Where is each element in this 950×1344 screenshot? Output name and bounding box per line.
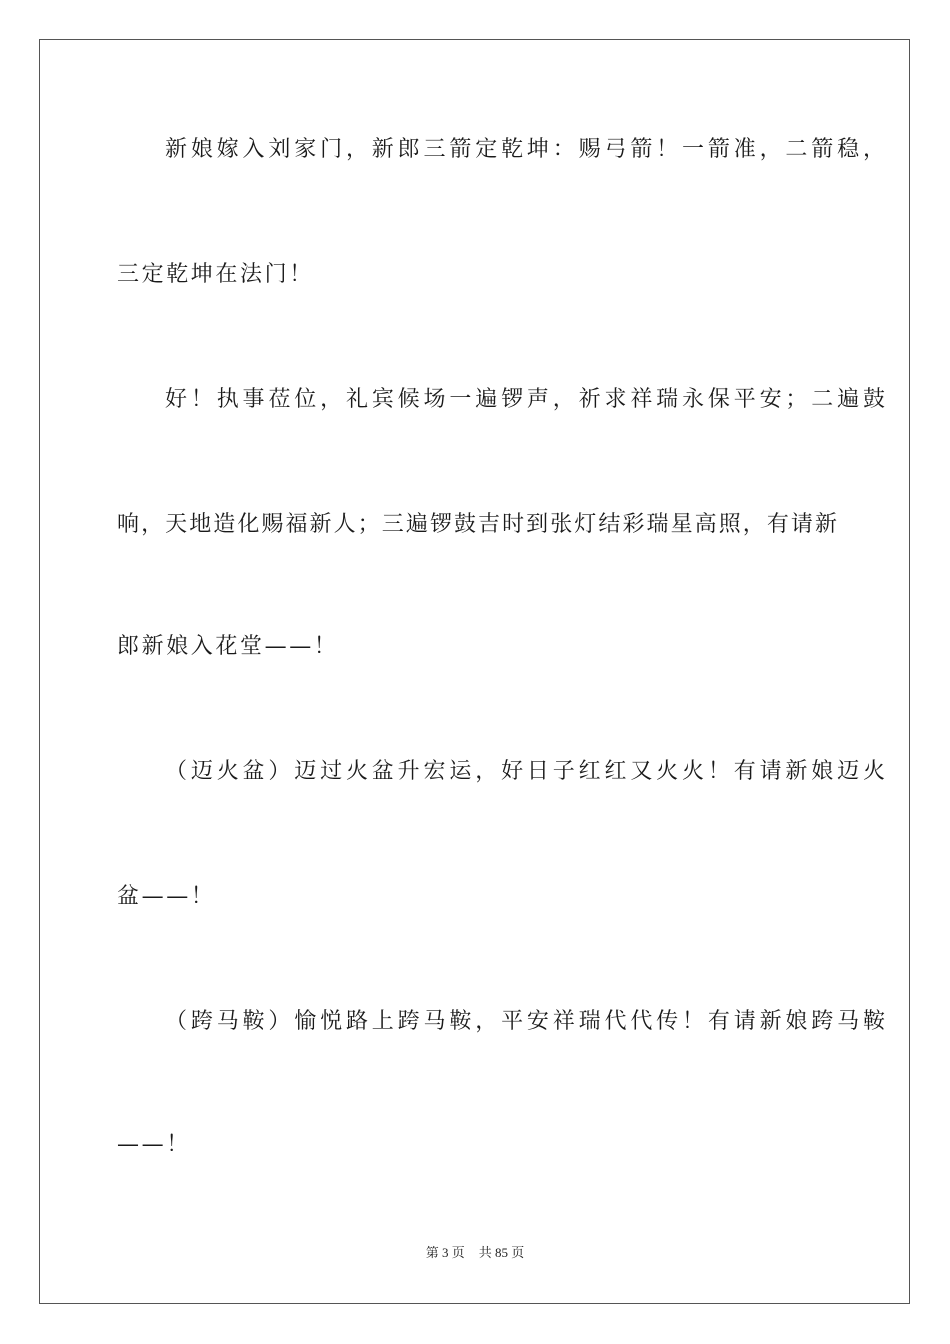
paragraph-line: 三定乾坤在法门！ <box>117 262 314 287</box>
paragraph-line: 新娘嫁入刘家门，新郎三箭定乾坤：赐弓箭！一箭准，二箭稳， <box>165 137 885 162</box>
paragraph-line: ——！ <box>117 1132 191 1157</box>
paragraph-line: 盆——！ <box>117 884 216 909</box>
paragraph-line: （迈火盆）迈过火盆升宏运，好日子红红又火火！有请新娘迈火 <box>165 759 885 784</box>
paragraph-line: 好！执事莅位，礼宾候场一遍锣声，祈求祥瑞永保平安；二遍鼓 <box>165 387 885 412</box>
page-number: 第 3 页 <box>425 1245 465 1260</box>
page-total: 共 85 页 <box>478 1245 525 1260</box>
paragraph-line: 郎新娘入花堂——！ <box>117 634 339 659</box>
page-border <box>39 39 910 1304</box>
page-footer <box>0 1245 950 1261</box>
paragraph-line: （跨马鞍）愉悦路上跨马鞍，平安祥瑞代代传！有请新娘跨马鞍 <box>165 1009 885 1034</box>
paragraph-line: 响，天地造化赐福新人；三遍锣鼓吉时到张灯结彩瑞星高照，有请新 <box>117 512 837 537</box>
